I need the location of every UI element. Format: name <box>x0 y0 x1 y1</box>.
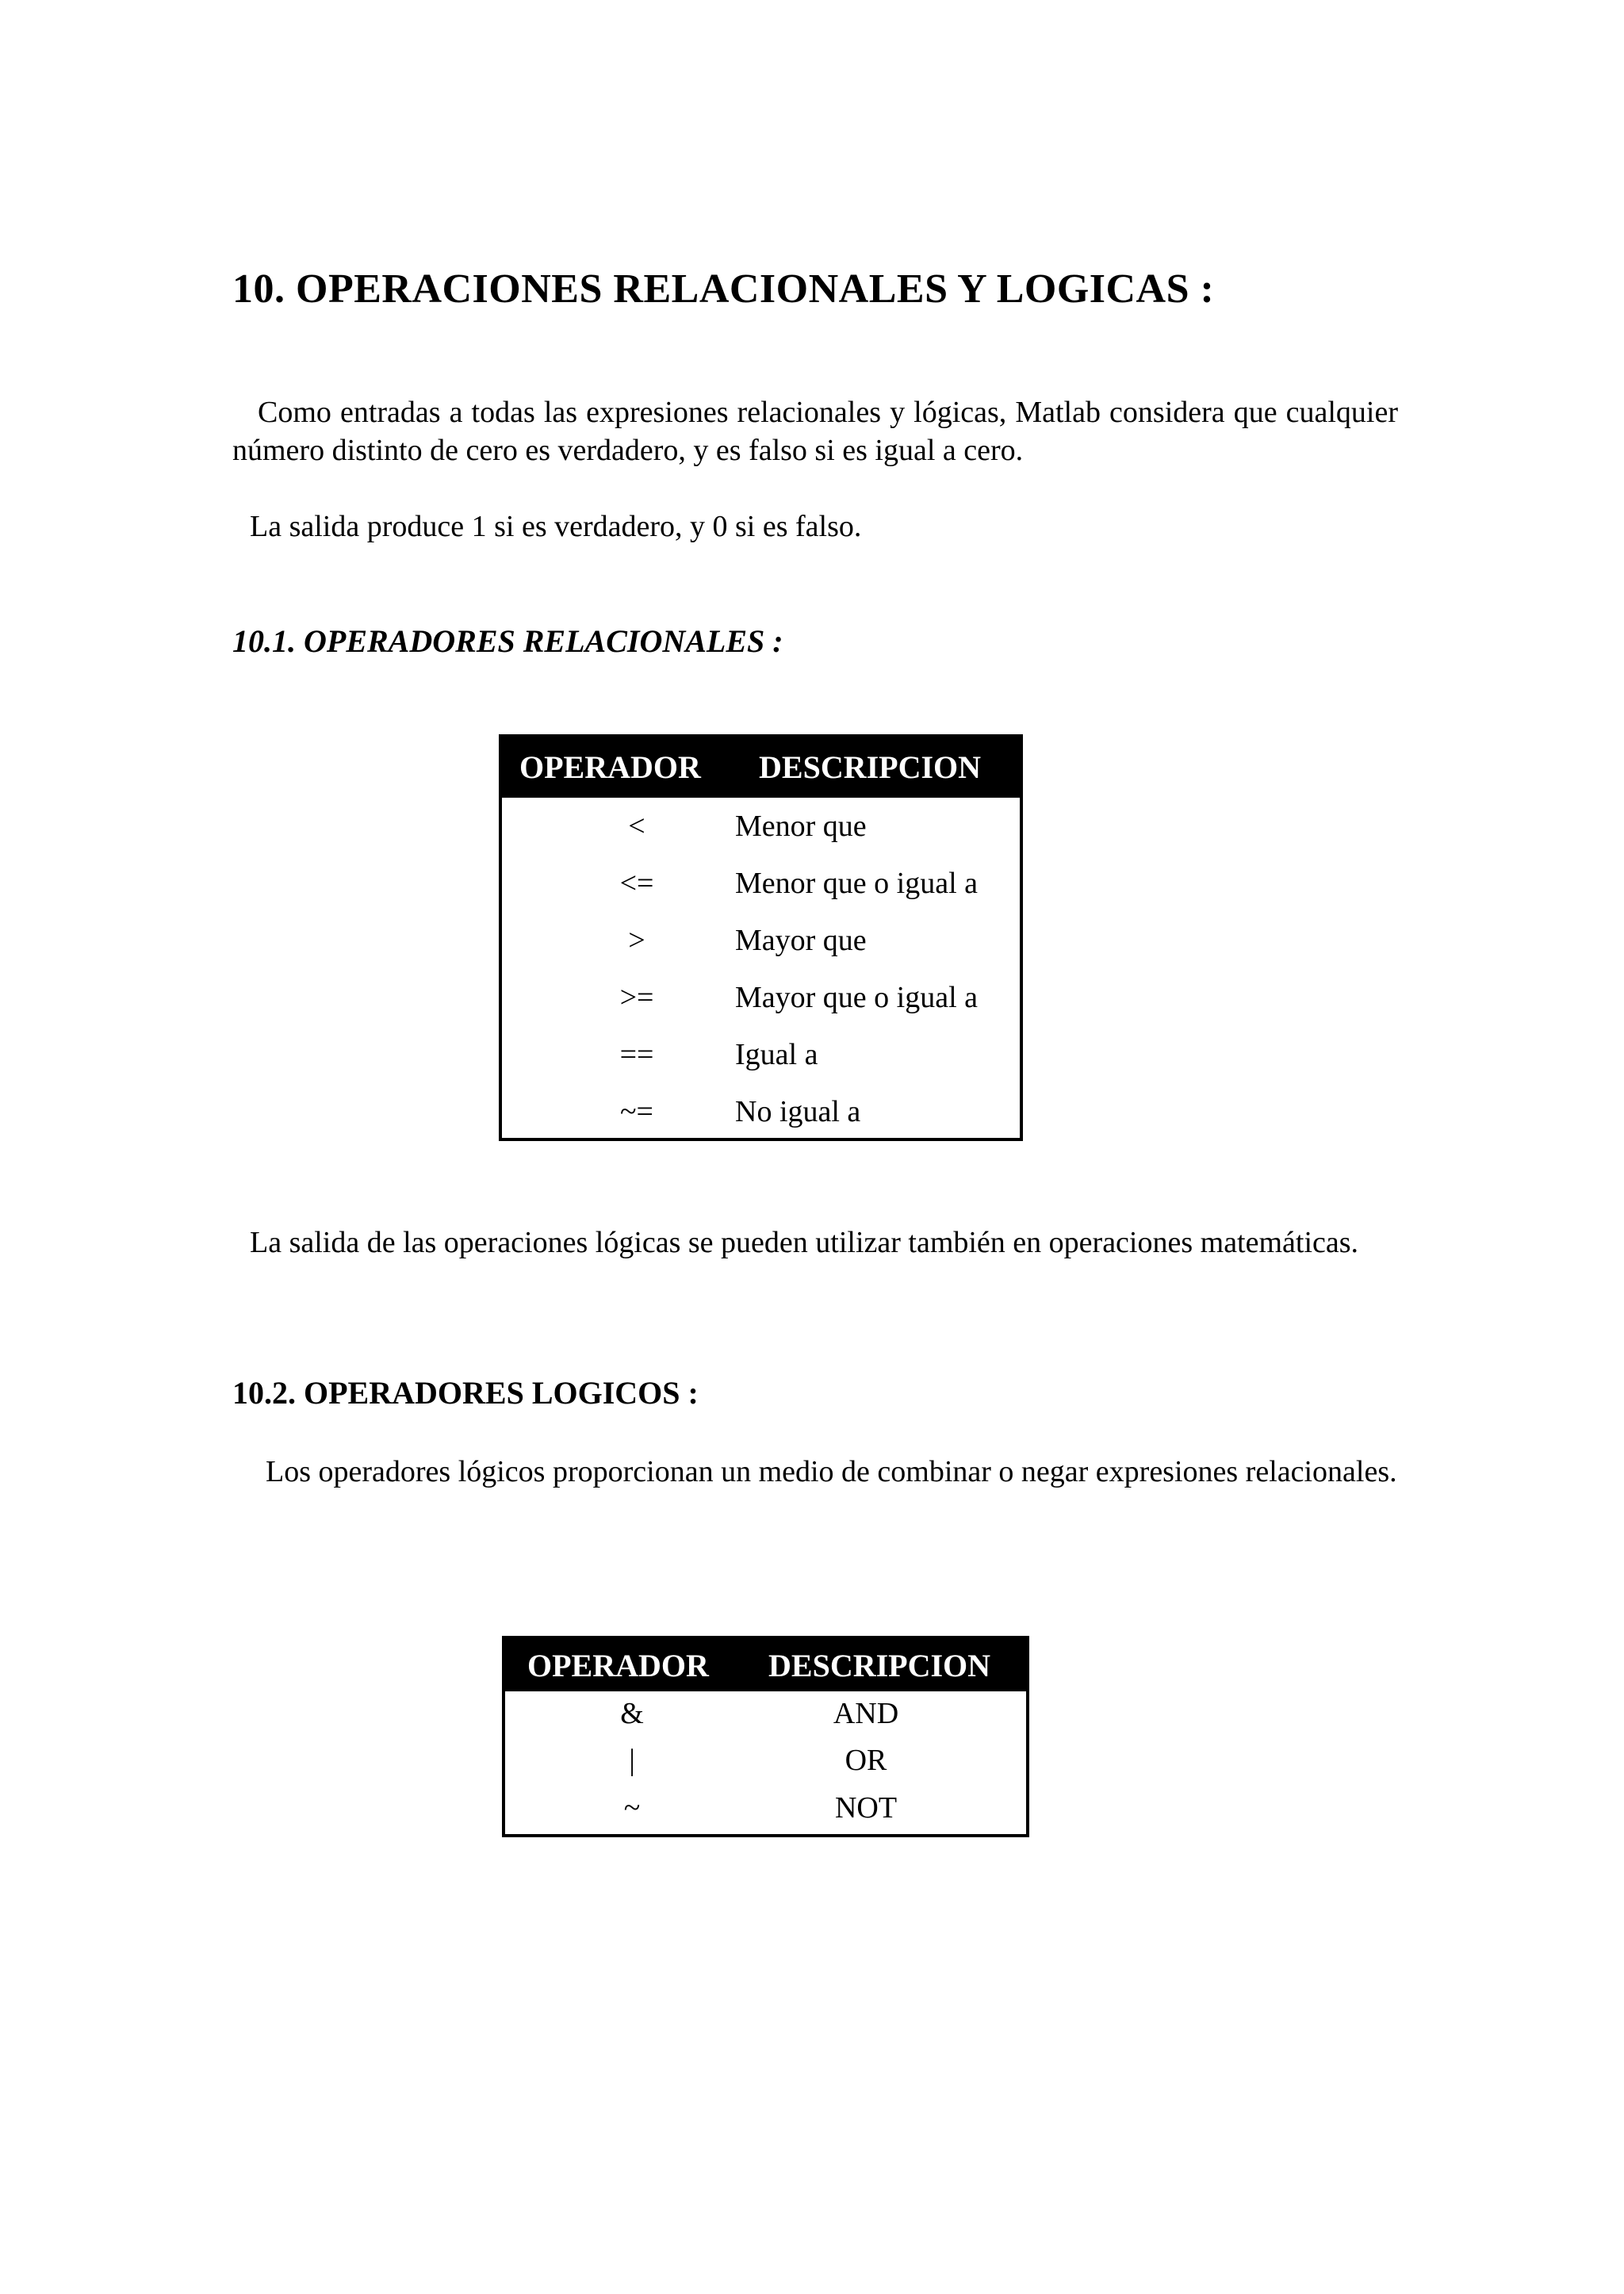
header-operador: OPERADOR <box>519 749 701 785</box>
table-row <box>505 1783 1026 1832</box>
description-cell: OR <box>845 1744 887 1777</box>
table-row <box>505 1735 1026 1784</box>
table-row <box>505 1688 1026 1737</box>
description-cell: NOT <box>834 1791 898 1825</box>
operator-cell: ~= <box>620 1095 653 1128</box>
description-cell: AND <box>833 1697 899 1730</box>
intro-paragraph: Como entradas a todas las expresiones relacionales y lógicas, Matlab considera que cualquier número distinto de cero es verdadero, y es falso si es igual a cero. <box>232 396 1398 467</box>
header-operador: OPERADOR <box>527 1648 709 1683</box>
output-paragraph: La salida produce 1 si es verdadero, y 0 si es falso. <box>250 510 862 543</box>
header-descripcion: DESCRIPCION <box>768 1648 991 1683</box>
operator-cell: == <box>619 1038 654 1071</box>
operator-cell: <= <box>619 867 654 900</box>
table-header <box>505 1639 1026 1691</box>
header-descripcion: DESCRIPCION <box>759 749 982 785</box>
operator-cell: > <box>628 924 645 957</box>
table-row <box>502 1026 1020 1083</box>
relational-operators-heading: 10.1. OPERADORES RELACIONALES : <box>232 623 783 659</box>
operator-cell: < <box>628 810 645 843</box>
logical-output-paragraph: La salida de las operaciones lógicas se pueden utilizar también en operaciones matemáticas. <box>250 1226 1359 1259</box>
table-row <box>502 969 1020 1026</box>
description-cell: Menor que <box>735 810 867 843</box>
table-row <box>502 798 1020 855</box>
table-row <box>502 855 1020 912</box>
description-cell: Menor que o igual a <box>735 867 979 900</box>
operator-cell: | <box>629 1744 635 1777</box>
section-title: 10. OPERACIONES RELACIONALES Y LOGICAS : <box>232 266 1215 312</box>
logical-operators-table <box>502 1636 1029 1837</box>
description-cell: No igual a <box>735 1095 861 1128</box>
description-cell: Igual a <box>735 1038 818 1071</box>
table-header <box>502 737 1020 798</box>
logical-operators-heading: 10.2. OPERADORES LOGICOS : <box>232 1375 699 1411</box>
operator-cell: & <box>620 1697 644 1730</box>
table-row <box>502 1083 1020 1140</box>
description-cell: Mayor que <box>735 924 867 957</box>
operator-cell: ~ <box>623 1791 641 1825</box>
operator-cell: >= <box>619 981 654 1014</box>
relational-operators-table <box>499 734 1023 1141</box>
description-cell: Mayor que o igual a <box>735 981 979 1014</box>
table-row <box>502 912 1020 969</box>
logical-operators-paragraph: Los operadores lógicos proporcionan un medio de combinar o negar expresiones relacionales. <box>266 1455 1397 1488</box>
